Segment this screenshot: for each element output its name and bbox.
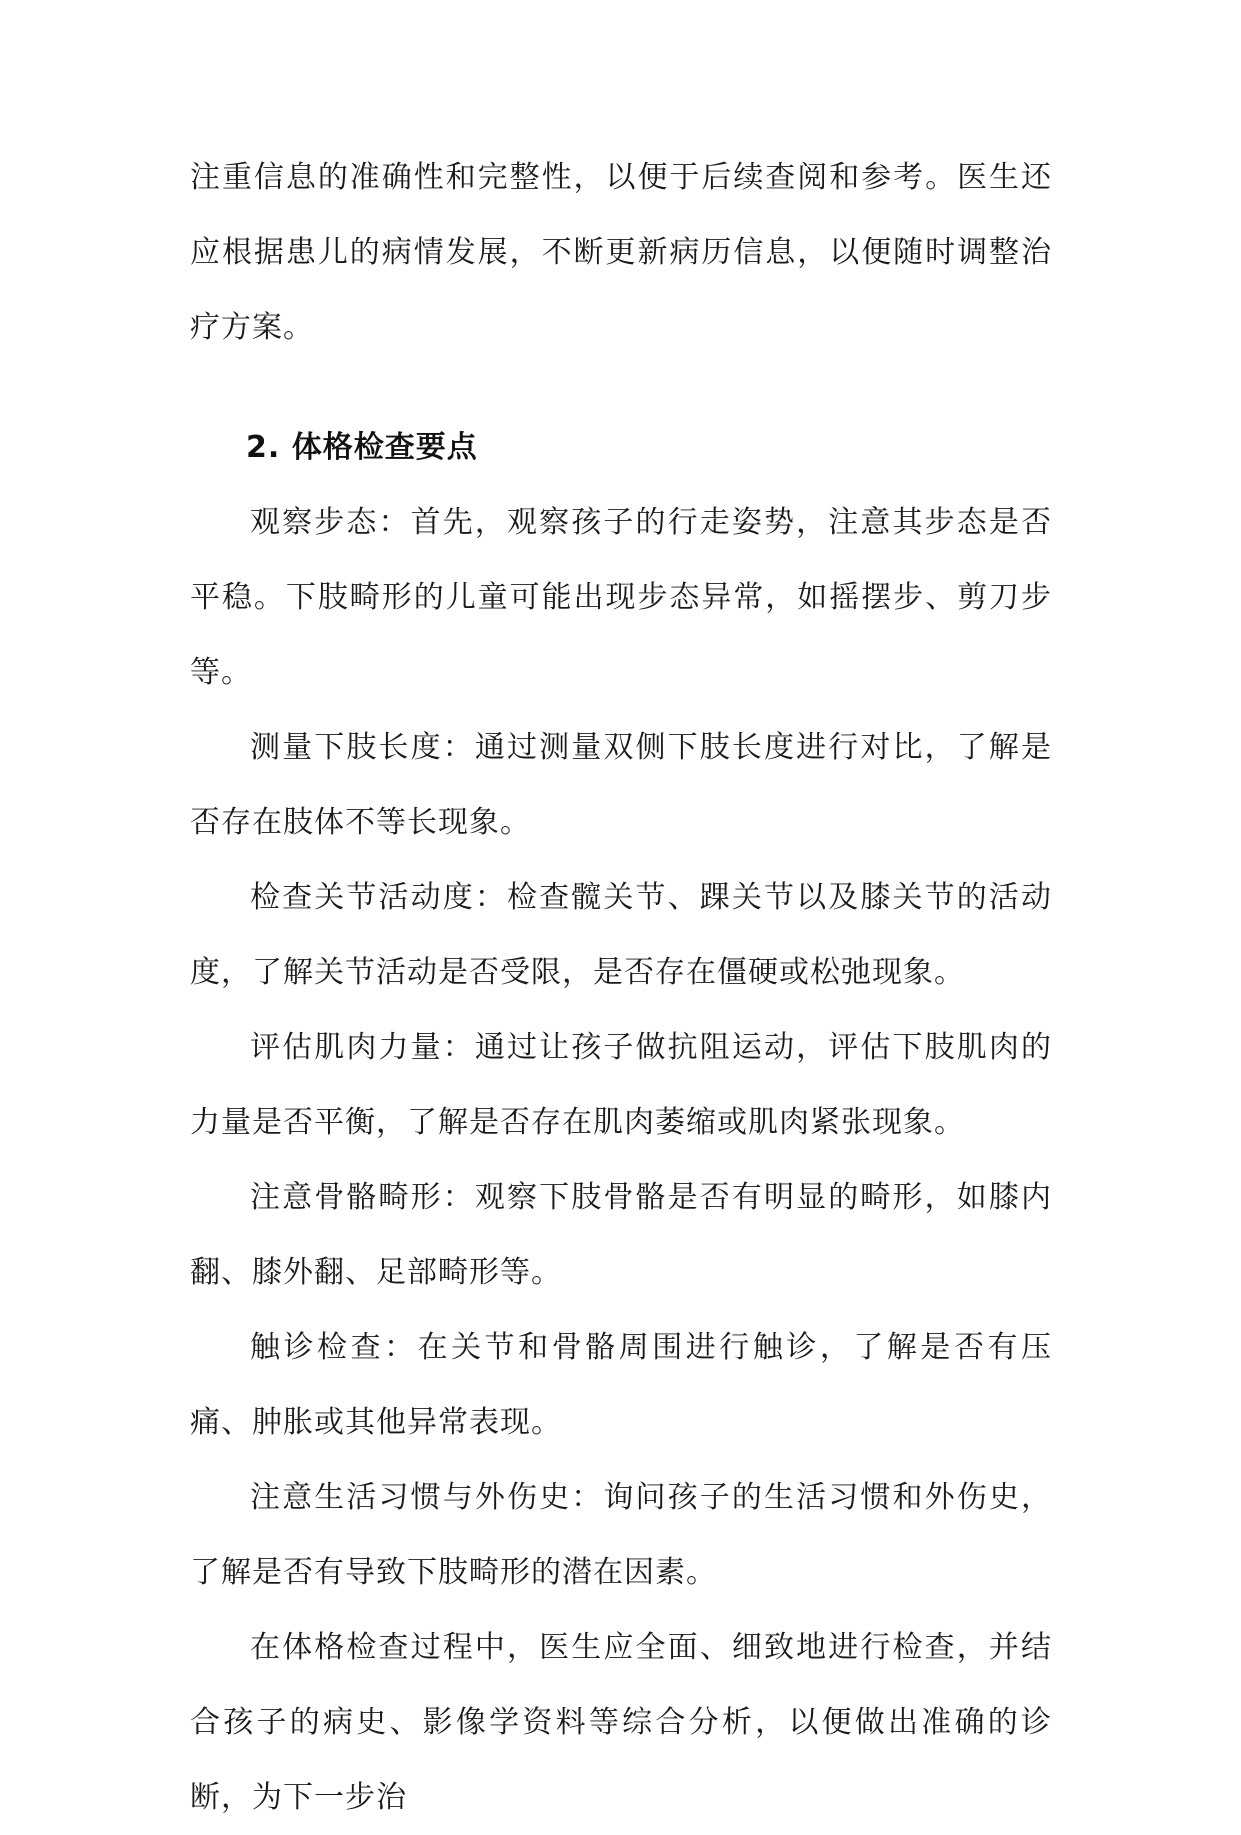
section-heading: 2. 体格检查要点 <box>246 430 478 465</box>
paragraph-summary: 在体格检查过程中，医生应全面、细致地进行检查，并结合孩子的病史、影像学资料等综合分析，以便做出准确的诊断，为下一步治 <box>190 1630 1052 1815</box>
paragraph-bone-deformity: 注意骨骼畸形：观察下肢骨骼是否有明显的畸形，如膝内翻、膝外翻、足部畸形等。 <box>190 1180 1052 1290</box>
paragraph-gap <box>190 365 1052 410</box>
paragraph-limb-length: 测量下肢长度：通过测量双侧下肢长度进行对比，了解是否存在肢体不等长现象。 <box>190 730 1052 840</box>
intro-paragraph: 注重信息的准确性和完整性，以便于后续查阅和参考。医生还应根据患儿的病情发展，不断更新病历信息，以便随时调整治疗方案。 <box>190 160 1052 345</box>
document-body <box>190 140 1052 1835</box>
paragraph-joint-mobility: 检查关节活动度：检查髋关节、踝关节以及膝关节的活动度，了解关节活动是否受限，是否存在僵硬或松弛现象。 <box>190 880 1052 990</box>
paragraph-muscle-strength: 评估肌肉力量：通过让孩子做抗阻运动，评估下肢肌肉的力量是否平衡，了解是否存在肌肉萎缩或肌肉紧张现象。 <box>190 1030 1052 1140</box>
paragraph-palpation: 触诊检查：在关节和骨骼周围进行触诊，了解是否有压痛、肿胀或其他异常表现。 <box>190 1330 1052 1440</box>
paragraph-habits-injury: 注意生活习惯与外伤史：询问孩子的生活习惯和外伤史，了解是否有导致下肢畸形的潜在因素。 <box>190 1480 1052 1590</box>
paragraph-gait: 观察步态：首先，观察孩子的行走姿势，注意其步态是否平稳。下肢畸形的儿童可能出现步态异常，如摇摆步、剪刀步等。 <box>190 505 1052 690</box>
